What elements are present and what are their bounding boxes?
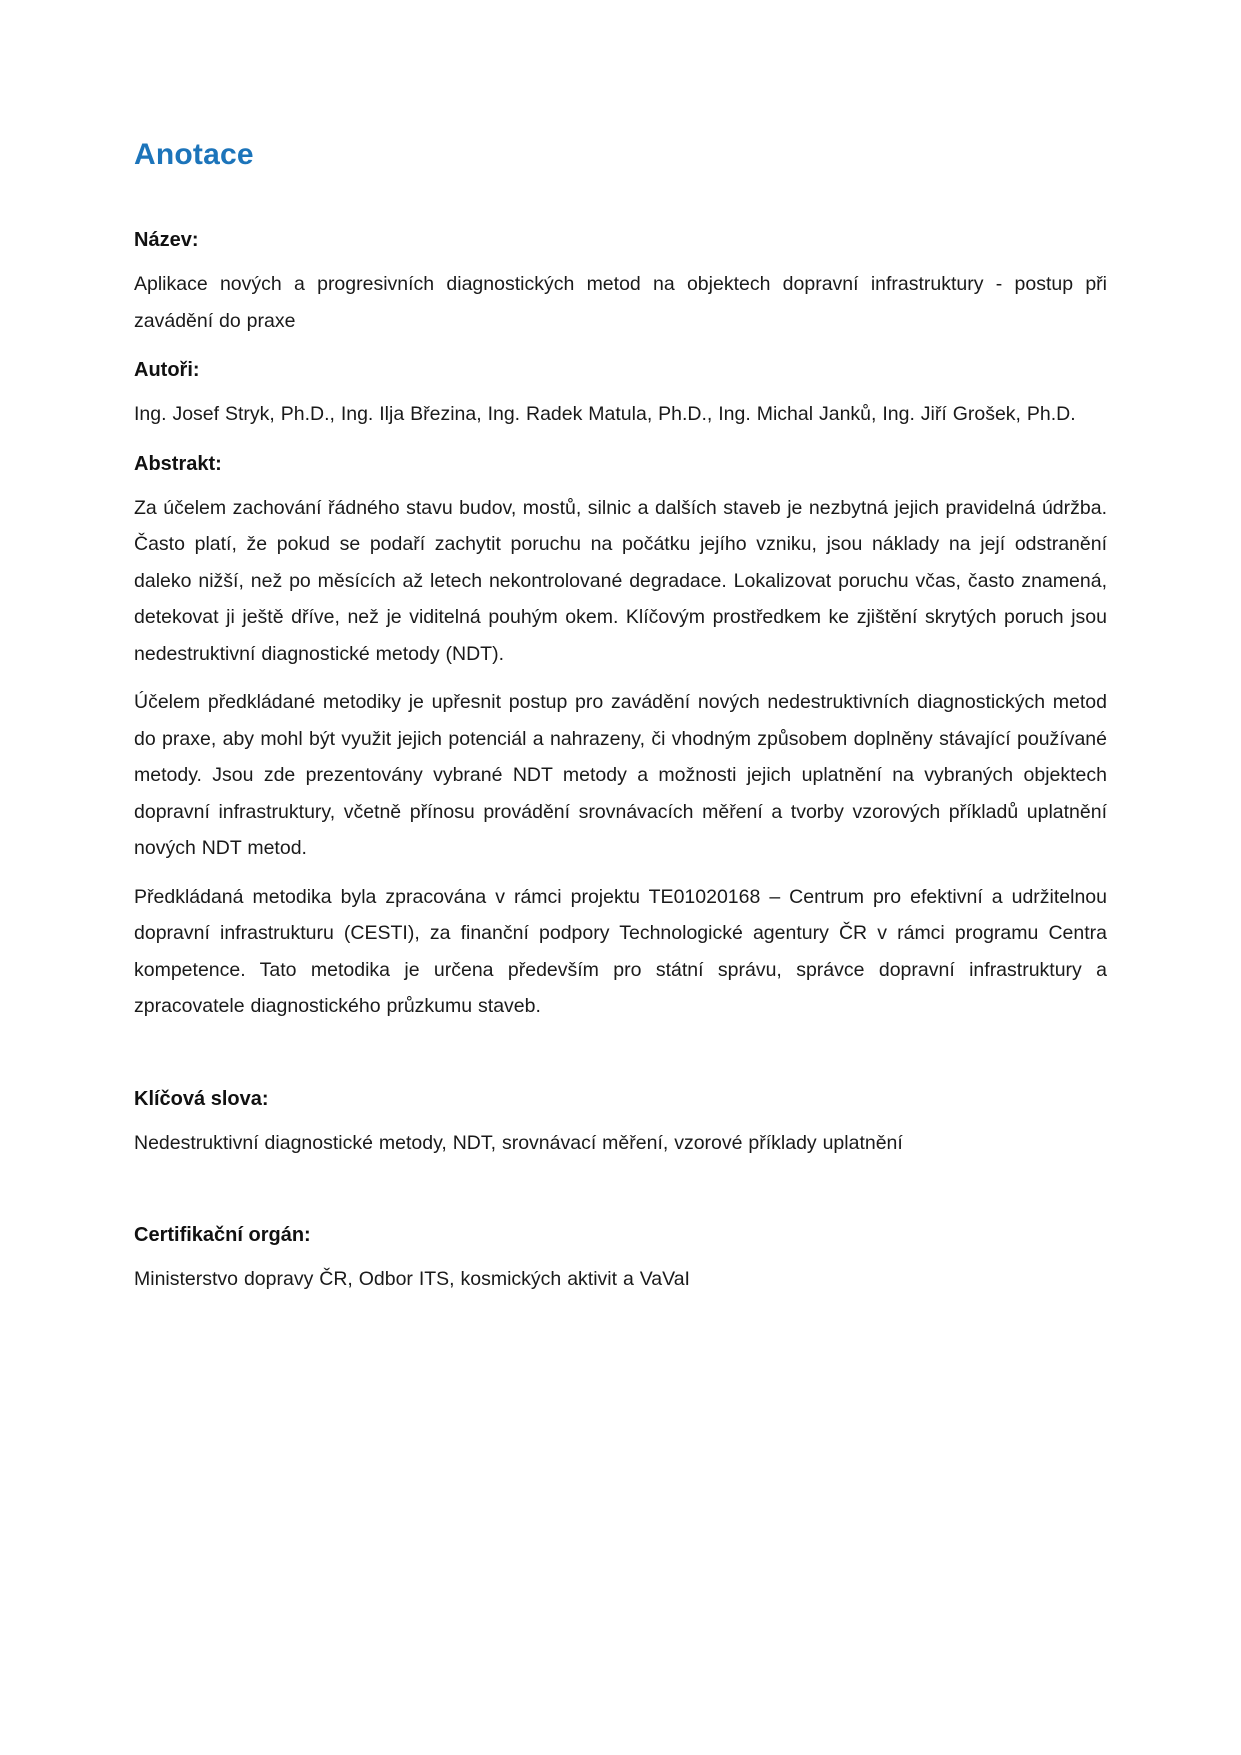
document-section <box>134 222 1107 339</box>
page-title: Anotace <box>134 138 254 171</box>
section-label: Klíčová slova: <box>134 1087 269 1110</box>
paragraph: Za účelem zachování řádného stavu budov, mostů, silnic a dalších staveb je nezbytná jejich pravidelná údržba. Často platí, že pokud se podaří zachytit poruchu na počátku jejího vzniku, jsou náklady na její odstranění daleko nižší, než po měsících až letech nekontrolované degradace. Lokalizovat poruchu včas, často znamená, detekovat ji ještě dříve, než je viditelná pouhým okem. Klíčovým prostředkem ke zjištění skrytých poruch jsou nedestruktivní diagnostické metody (NDT). <box>134 496 1107 665</box>
document-body <box>134 222 1107 1298</box>
paragraph: Ing. Josef Stryk, Ph.D., Ing. Ilja Březina, Ing. Radek Matula, Ph.D., Ing. Michal Janků, Ing. Jiří Grošek, Ph.D. <box>134 403 1076 425</box>
paragraph: Nedestruktivní diagnostické metody, NDT, srovnávací měření, vzorové příklady uplatnění <box>134 1131 903 1154</box>
paragraph: Předkládaná metodika byla zpracována v rámci projektu TE01020168 – Centrum pro efektivní a udržitelnou dopravní infrastrukturu (CESTI), za finanční podpory Technologické agentury ČR v rámci programu Centra kompetence. Tato metodika je určena především pro státní správu, správce dopravní infrastruktury a zpracovatele diagnostického průzkumu staveb. <box>134 885 1107 1017</box>
section-label: Název: <box>134 229 199 251</box>
paragraph: Ministerstvo dopravy ČR, Odbor ITS, kosmických aktivit a VaVaI <box>134 1268 690 1290</box>
document-section <box>134 1081 1107 1162</box>
section-label: Autoři: <box>134 359 200 381</box>
paragraph: Účelem předkládané metodiky je upřesnit postup pro zavádění nových nedestruktivních diagnostických metod do praxe, aby mohl být využit jejich potenciál a nahrazeny, či vhodným způsobem doplněny stávající používané metody. Jsou zde prezentovány vybrané NDT metody a možnosti jejich uplatnění na vybraných objektech dopravní infrastruktury, včetně přínosu provádění srovnávacích měření a tvorby vzorových příkladů uplatnění nových NDT metod. <box>134 691 1107 859</box>
section-label: Certifikační orgán: <box>134 1224 311 1246</box>
document-section <box>134 446 1107 1025</box>
paragraph: Aplikace nových a progresivních diagnostických metod na objektech dopravní infrastruktury - postup při zavádění do praxe <box>134 273 1107 332</box>
document-section <box>134 1217 1107 1298</box>
section-label: Abstrakt: <box>134 452 222 475</box>
document-section <box>134 352 1107 433</box>
